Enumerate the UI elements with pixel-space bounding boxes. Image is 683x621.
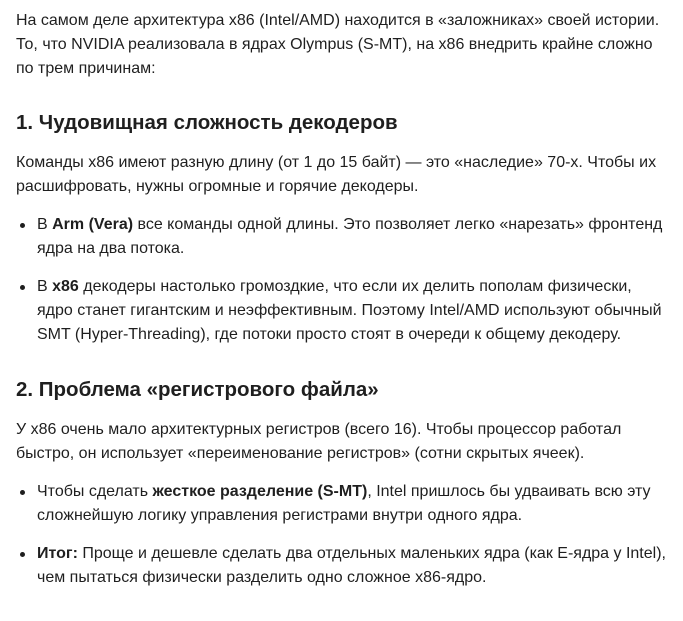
list-item <box>16 480 667 528</box>
list-item-prefix: В <box>37 278 53 295</box>
bullet-icon <box>20 490 25 495</box>
bullet-icon <box>20 552 25 557</box>
list-item-bold: x86 <box>52 278 79 295</box>
list-item-bold: жесткое разделение (S-MT) <box>152 483 368 500</box>
list-item <box>16 275 667 347</box>
list-item-text: декодеры настолько громоздкие, что если их делить пополам физически, ядро станет гигантским и неэффективным. Поэтому Intel/AMD используют обычный SMT (Hyper-Threading), где потоки просто стоят в очереди к общему декодеру. <box>37 278 662 343</box>
list-item-prefix: Чтобы сделать <box>37 483 153 500</box>
list-item-text: все команды одной длины. Это позволяет легко «нарезать» фронтенд ядра на два потока. <box>37 216 663 257</box>
section-2-paragraph: У x86 очень мало архитектурных регистров (всего 16). Чтобы процессор работал быстро, он использует «переименование регистров» (сотни скрытых ячеек). <box>16 421 622 462</box>
list-item-text: , Intel пришлось бы удваивать всю эту сложнейшую логику управления регистрами внутри одного ядра. <box>37 483 651 524</box>
list-item-prefix: В <box>37 216 53 233</box>
list-item <box>16 213 667 261</box>
intro-paragraph: На самом деле архитектура x86 (Intel/AMD) находится в «заложниках» своей истории. То, что NVIDIA реализовала в ядрах Olympus (S-MT), на x86 внедрить крайне сложно по трем причинам: <box>16 12 660 77</box>
list-item-bold: Итог: <box>37 545 78 562</box>
section-1-paragraph: Команды x86 имеют разную длину (от 1 до 15 байт) — это «наследие» 70-х. Чтобы их расшифровать, нужны огромные и горячие декодеры. <box>16 154 657 195</box>
section-1-heading: 1. Чудовищная сложность декодеров <box>16 111 398 134</box>
section-2-list <box>16 480 667 590</box>
list-item-bold: Arm (Vera) <box>52 216 134 233</box>
section-2-heading: 2. Проблема «регистрового файла» <box>16 378 379 401</box>
list-item-text: Проще и дешевле сделать два отдельных маленьких ядра (как E-ядра у Intel), чем пытаться физически разделить одно сложное x86-ядро. <box>37 545 666 586</box>
bullet-icon <box>20 285 25 290</box>
section-1-list <box>16 213 667 347</box>
list-item <box>16 542 667 590</box>
bullet-icon <box>20 223 25 228</box>
